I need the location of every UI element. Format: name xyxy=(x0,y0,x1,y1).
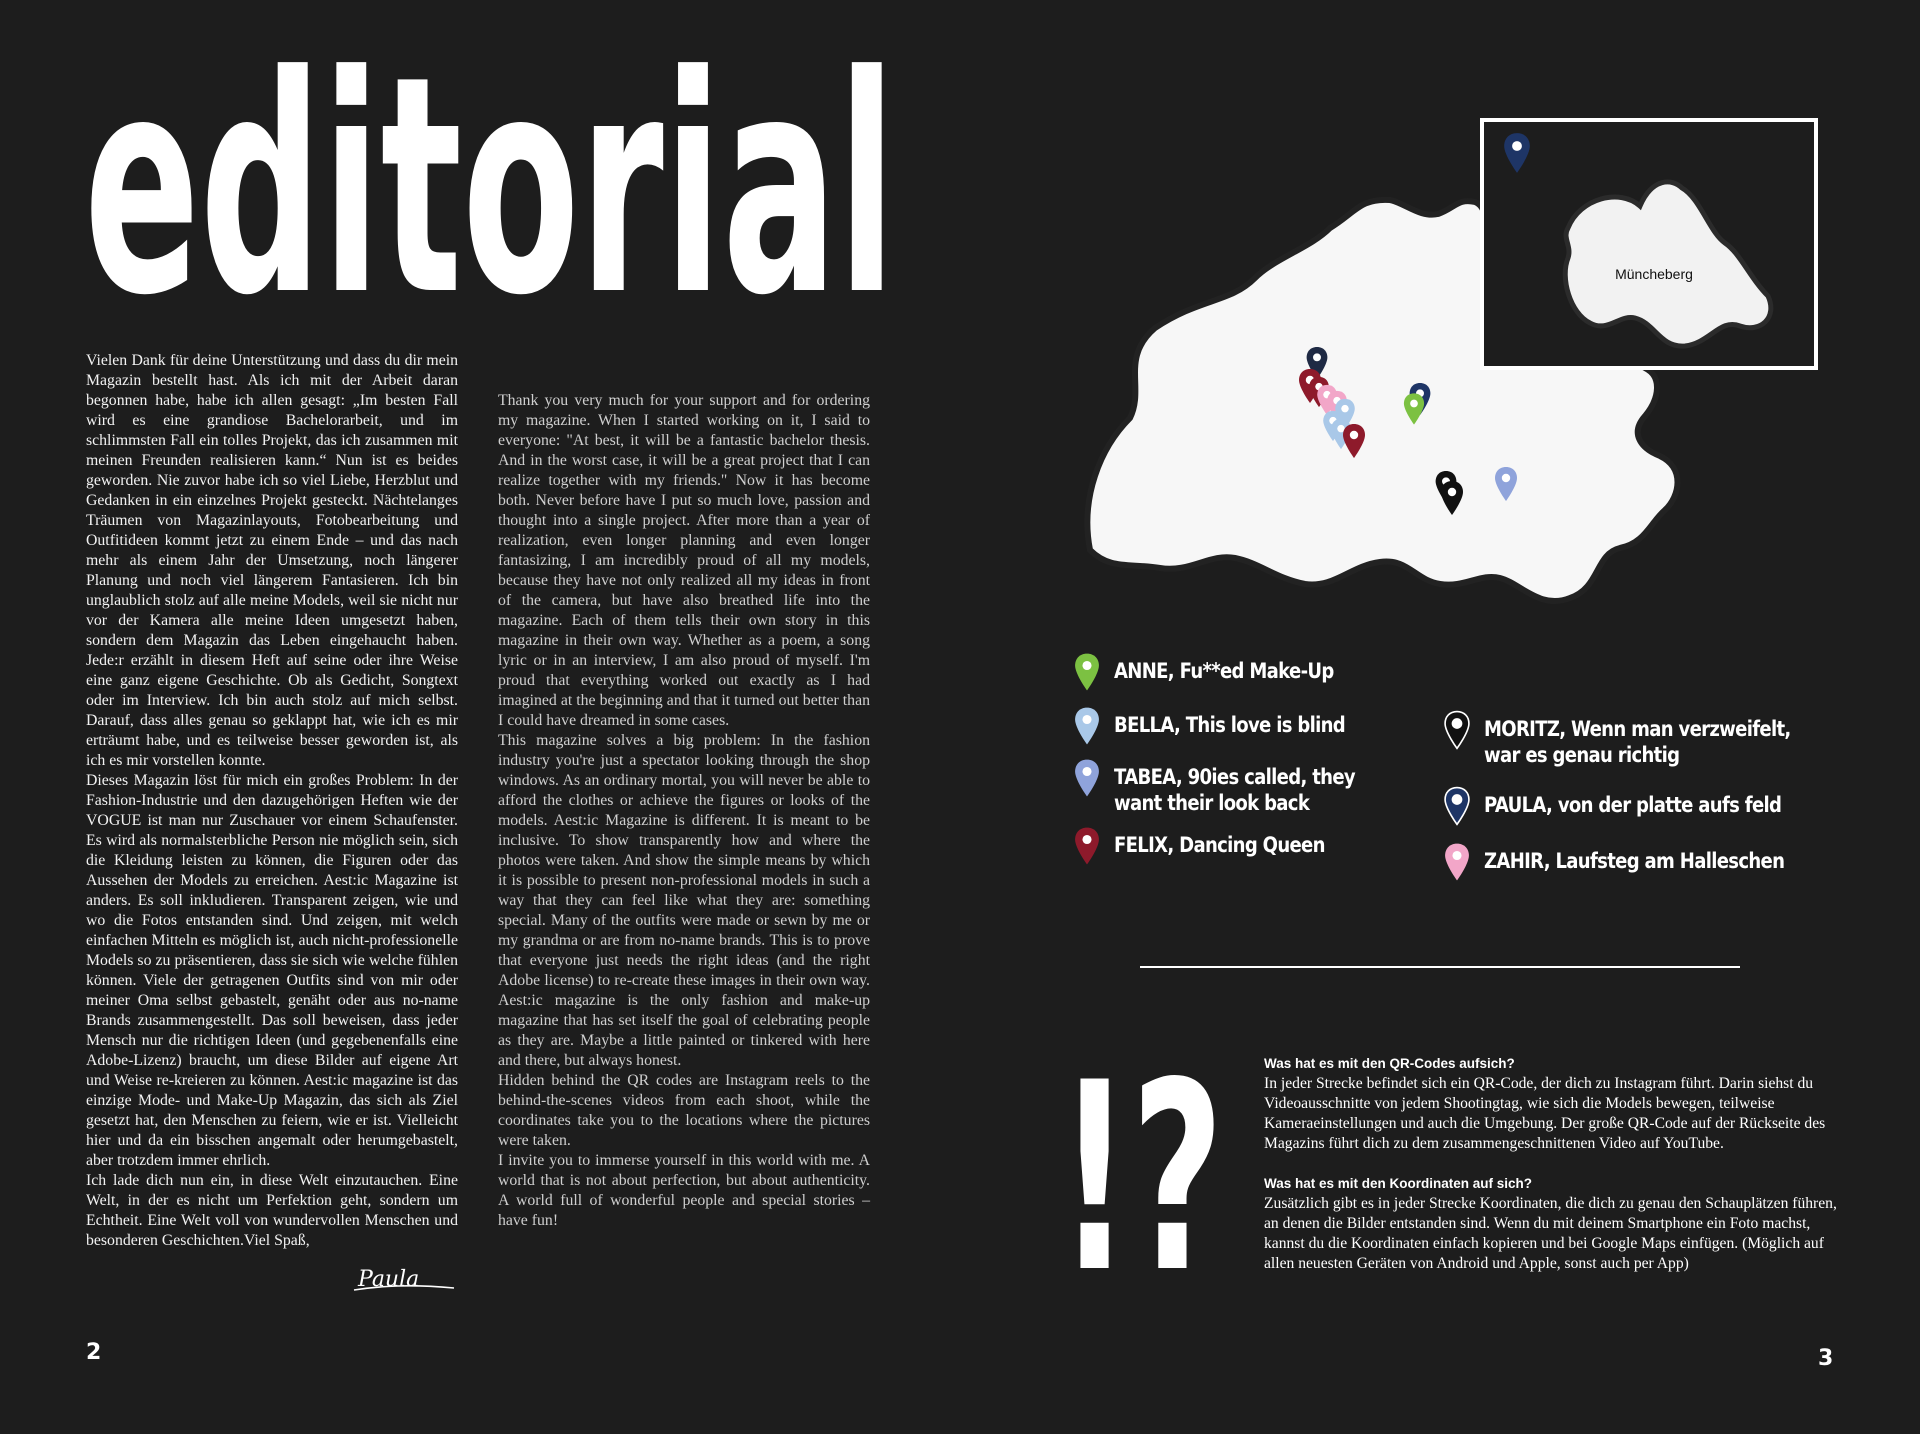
english-paragraph: Thank you very much for your support and for ordering my magazine. When I started working on it, I said to everyone: "At best, it will be a fantastic bachelor thesis. And in the worst case, it will be a great project that I can realize together with my friends." Now it has become both. Never before have I put so much love, passion and thought into a single project. After more than a year of realization, even longer planning and even longer fantasizing, I am incredibly proud of all my models, because they have not only realized all my ideas in front of the camera, but have also breathed life into the magazine. Each of them tells their own story in this magazine in their own way. Whether as a poem, a song lyric or in an interview, I am also proud of myself. I'm proud that everything worked out exactly as I had imagined at the beginning and that it turned out better than I could have dreamed in some cases. xyxy=(498,392,870,729)
legend-label-line1: MORITZ, Wenn man verzweifelt, xyxy=(1484,717,1791,741)
german-paragraph: Vielen Dank für deine Unterstützung und dass du dir mein Magazin bestellt hast. Als ich mit der Arbeit daran begonnen habe, habe ich allen gesagt: „Im besten Fall wird es eine grandiose Bachelorarbeit, und im schlimmsten Fall ein tolles Projekt, das ich zusammen mit meinen Freunden realisieren kann.“ Nun ist es beides geworden. Nie zuvor habe ich so viel Liebe, Herzblut und Gedanken in ein einzelnes Projekt gesteckt. Nächtelanges Träumen von Magazinlayouts, Fotobearbeitung und Outfitideen kommt jetzt zu einem Ende – und das nach mehr als einem Jahr der Umsetzung, noch längerer Planung und noch viel längerem Fantasieren. Ich bin unglaublich stolz auf alle meine Models, weil sie nicht nur vor der Kamera alle meine Ideen umgesetzt haben, sondern dem Magazin das Leben eingehaucht haben. Jede:r erzählt in diesem Heft auf seine oder ihre Weise eine ganz eigene Geschichte. Ob als Gedicht, Songtext oder im Interview. Ich bin auch stolz auf mich selbst. Darauf, dass alles genau so geklappt hat, wie ich es mir erträumt habe, und es teilweise besser geworden ist, als ich es mir vorstellen konnte. xyxy=(86,352,458,769)
faq-question: Was hat es mit den Koordinaten auf sich? xyxy=(1264,1176,1533,1191)
pin-light-blue-icon xyxy=(1074,706,1100,746)
legend-label: ZAHIR, Laufsteg am Halleschen xyxy=(1484,849,1785,873)
editorial-headline xyxy=(84,44,904,314)
faq-answer: Zusätzlich gibt es in jeder Strecke Koordinaten, die dich zu genau den Schauplätzen führen, an denen die Bilder entstanden sind. Wenn du mit deinem Smartphone ein Foto machst, kannst du die Koordinaten einfach kopieren und bei Google Maps einfügen. (Möglich auf allen neuesten Geräten von Android und Apple, sonst auch per App) xyxy=(1264,1195,1837,1272)
german-paragraph: Dieses Magazin löst für mich ein großes Problem: In der Fashion-Industrie und den dazugehörigen Heften wie der VOGUE ist man nur Zuschauer vor einem Schaufenster. Es wird als normalsterbliche Person nie möglich sein, sich die Kleidung leisten zu können, die Figuren oder das Aussehen der Models zu erreichen. Aest:ic Magazine ist anders. Es soll inkludieren. Transparent zeigen, wie und wo die Fotos entstanden sind. Und zeigen, mit welch einfachen Mitteln es möglich ist, auch nicht-professionelle Models so zu präsentieren, dass sie sich wie welche fühlen können. Viele der getragenen Outfits sind von mir oder meiner Oma selbst gebastelt, genäht oder aus no-name Brands zusammengestellt. Das soll beweisen, dass jeder Mensch nur die richtigen Ideen (und gegebenenfalls eine Adobe-Lizenz) braucht, um diese Bilder auf eigene Art und Weise re-kreieren zu können. Aest:ic magazine ist das einzige Mode- und Make-Up Magazin, das sich als Ziel gesetzt hat, den Menschen zu feiern, wie er ist. Vielleicht hier und da ein bisschen angemalt oder herumgebastelt, aber trotzdem immer ehrlich. xyxy=(86,772,458,1169)
pin-black-icon xyxy=(1444,710,1470,750)
english-paragraph: This magazine solves a big problem: In the fashion industry you're just a spectator looking through the shop windows. As an ordinary mortal, you will never be able to afford the clothes or achieve the figures or looks of the models. Aest:ic Magazine is different. It is meant to be inclusive. To show transparently how and where the photos were taken. And show the simple means by which it is possible to present non-professional models in such a way that they can feel like what they are: something special. Many of the outfits were made or sewn by me or my grandma or are from no-name brands. This is to prove that everyone just needs the right ideas (and the right Adobe license) to re-create these images in their own way. Aest:ic magazine is the only fashion and make-up magazine that has set itself the goal of celebrating people as they are. Maybe a little painted or tinkered with here and there, but always honest. xyxy=(498,732,870,1069)
legend-item-felix xyxy=(1074,826,1394,866)
exclamation-question-mark xyxy=(1058,1040,1228,1280)
berlin-map xyxy=(1060,118,1820,658)
exclamation-text: !? xyxy=(1058,1040,1224,1280)
faq-question: Was hat es mit den QR-Codes aufsich? xyxy=(1264,1056,1515,1071)
pin-green-icon xyxy=(1074,652,1100,692)
pin-periwinkle-icon xyxy=(1074,758,1100,798)
legend-label xyxy=(1114,758,1355,816)
legend-item-tabea xyxy=(1074,758,1394,816)
german-paragraph: Ich lade dich nun ein, in diese Welt einzutauchen. Eine Welt, in der es nicht um Perfektion geht, sondern um Echtheit. Eine Welt voll von wundervollen Menschen und besonderen Geschichten.Viel Spaß, xyxy=(86,1172,458,1249)
signature-text: Paula xyxy=(358,1267,420,1292)
legend-label: BELLA, This love is blind xyxy=(1114,713,1346,737)
pin-burgundy-icon xyxy=(1074,826,1100,866)
legend-label: ANNE, Fu**ed Make-Up xyxy=(1114,659,1334,683)
legend-label-line2: war es genau richtig xyxy=(1484,743,1680,767)
english-paragraph: Hidden behind the QR codes are Instagram reels to the behind-the-scenes videos from each shoot, while the coordinates take you to the locations where the pictures were taken. xyxy=(498,1072,870,1149)
legend-label-line2: want their look back xyxy=(1114,791,1310,815)
legend-label: PAULA, von der platte aufs feld xyxy=(1484,793,1782,817)
headline-text: editorial xyxy=(84,44,896,314)
faq-answer: In jeder Strecke befindet sich ein QR-Code, der dich zu Instagram führt. Darin siehst du Videoausschnitte von jedem Shootingtag, wie sich die Models bewegen, teilweise Kameraeinstellungen und auch die Umgebung. Der große QR-Code auf der Rückseite des Magazins führt dich zu dem zusammengeschnittenen Video auf YouTube. xyxy=(1264,1075,1826,1152)
legend-label: FELIX, Dancing Queen xyxy=(1114,833,1325,857)
legend-right xyxy=(1444,710,1841,882)
pin-navy-icon xyxy=(1444,786,1470,826)
legend-label-line1: TABEA, 90ies called, they xyxy=(1114,765,1355,789)
pin-pink-icon xyxy=(1444,842,1470,882)
page-number-left: 2 xyxy=(86,1340,102,1365)
legend-label xyxy=(1484,710,1791,768)
legend-item-bella xyxy=(1074,706,1394,746)
section-divider xyxy=(1140,966,1740,968)
legend-left xyxy=(1074,652,1394,866)
english-paragraph: I invite you to immerse yourself in this world with me. A world that is not about perfection, but about authenticity. A world full of wonderful people and special stories – have fun! xyxy=(498,1152,870,1229)
legend-item-zahir xyxy=(1444,842,1841,882)
faq-qr-codes xyxy=(1264,1054,1844,1154)
legend-item-paula xyxy=(1444,786,1841,826)
inset-label: Müncheberg xyxy=(1615,266,1693,282)
legend-item-moritz xyxy=(1444,710,1841,768)
german-text-column xyxy=(86,351,458,1251)
legend-item-anne xyxy=(1074,652,1394,692)
faq-coordinates xyxy=(1264,1174,1844,1274)
signature xyxy=(350,1256,460,1298)
english-text-column xyxy=(498,391,870,1231)
page-number-right: 3 xyxy=(1818,1346,1834,1371)
